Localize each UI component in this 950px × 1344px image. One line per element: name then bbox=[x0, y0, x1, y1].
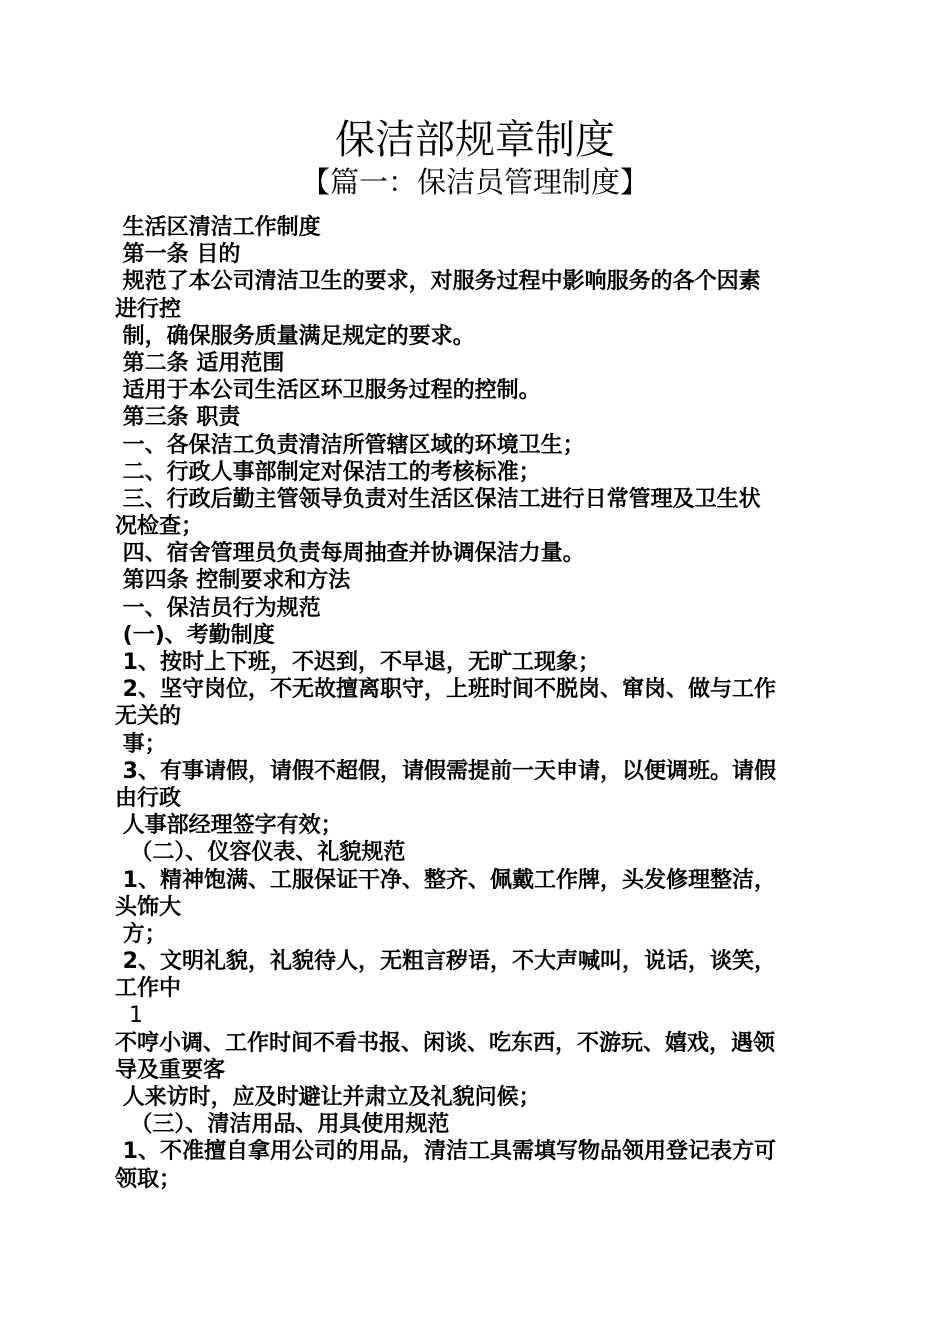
body-line: （二）、仪容仪表、礼貌规范 bbox=[115, 840, 406, 866]
document-title: 保洁部规章制度 bbox=[335, 117, 615, 163]
body-line: 1、精神饱满、工服保证干净、整齐、佩戴工作牌，头发修理整洁， bbox=[115, 867, 776, 893]
body-line: 2、坚守岗位，不无故擅离职守，上班时间不脱岗、窜岗、做与工作 bbox=[115, 677, 776, 703]
body-line: 适用于本公司生活区环卫服务过程的控制。 bbox=[115, 378, 541, 404]
body-line: (一)、考勤制度 bbox=[115, 622, 275, 648]
body-line: 二、行政人事部制定对保洁工的考核标准； bbox=[115, 459, 541, 485]
body-line: 第二条 适用范围 bbox=[115, 350, 285, 376]
body-line: 1、不准擅自拿用公司的用品，清洁工具需填写物品领用登记表方可 bbox=[115, 1139, 776, 1165]
body-line: 四、宿舍管理员负责每周抽查并协调保洁力量。 bbox=[115, 541, 585, 567]
body-line: 规范了本公司清洁卫生的要求，对服务过程中影响服务的各个因素 bbox=[115, 269, 761, 295]
body-line: 一、各保洁工负责清洁所管辖区域的环境卫生； bbox=[115, 432, 585, 458]
body-line: 制，确保服务质量满足规定的要求。 bbox=[115, 323, 475, 349]
body-line: 3、有事请假，请假不超假，请假需提前一天申请，以便调班。请假 bbox=[115, 758, 776, 784]
body-line: 导及重要客 bbox=[115, 1057, 226, 1083]
body-line: 领取； bbox=[115, 1166, 182, 1192]
body-line: 不哼小调、工作时间不看书报、闲谈、吃东西，不游玩、嬉戏，遇领 bbox=[115, 1030, 776, 1056]
body-line: 2、文明礼貌，礼貌待人，无粗言秽语，不大声喊叫，说话，谈笑， bbox=[115, 949, 776, 975]
body-line: 工作中 bbox=[115, 976, 182, 1002]
body-line: 第三条 职责 bbox=[115, 405, 241, 431]
body-line: 由行政 bbox=[115, 785, 182, 811]
body-line: 头饰大 bbox=[115, 894, 182, 920]
body-line: 人来访时，应及时避让并肃立及礼貌问候； bbox=[115, 1085, 541, 1110]
body-line: 第四条 控制要求和方法 bbox=[115, 568, 351, 594]
body-line: （三）、清洁用品、用具使用规范 bbox=[115, 1112, 450, 1138]
body-line: 无关的 bbox=[115, 704, 182, 730]
body-line: 方； bbox=[115, 921, 167, 947]
body-line: 生活区清洁工作制度 bbox=[115, 215, 321, 240]
body-line: 第一条 目的 bbox=[115, 242, 241, 268]
body-line: 况检查； bbox=[115, 514, 204, 540]
page-number: 1 bbox=[115, 1003, 143, 1029]
body-line: 三、行政后勤主管领导负责对生活区保洁工进行日常管理及卫生状 bbox=[115, 486, 761, 512]
body-line: 1、按时上下班，不迟到，不早退，无旷工现象； bbox=[115, 650, 600, 675]
document-body bbox=[115, 214, 835, 1193]
body-line: 一、保洁员行为规范 bbox=[115, 595, 321, 621]
body-line: 事； bbox=[115, 731, 167, 757]
body-line: 人事部经理签字有效； bbox=[115, 813, 343, 839]
document-subtitle: 【篇一：保洁员管理制度】 bbox=[300, 165, 649, 199]
body-line: 进行控 bbox=[115, 296, 182, 322]
